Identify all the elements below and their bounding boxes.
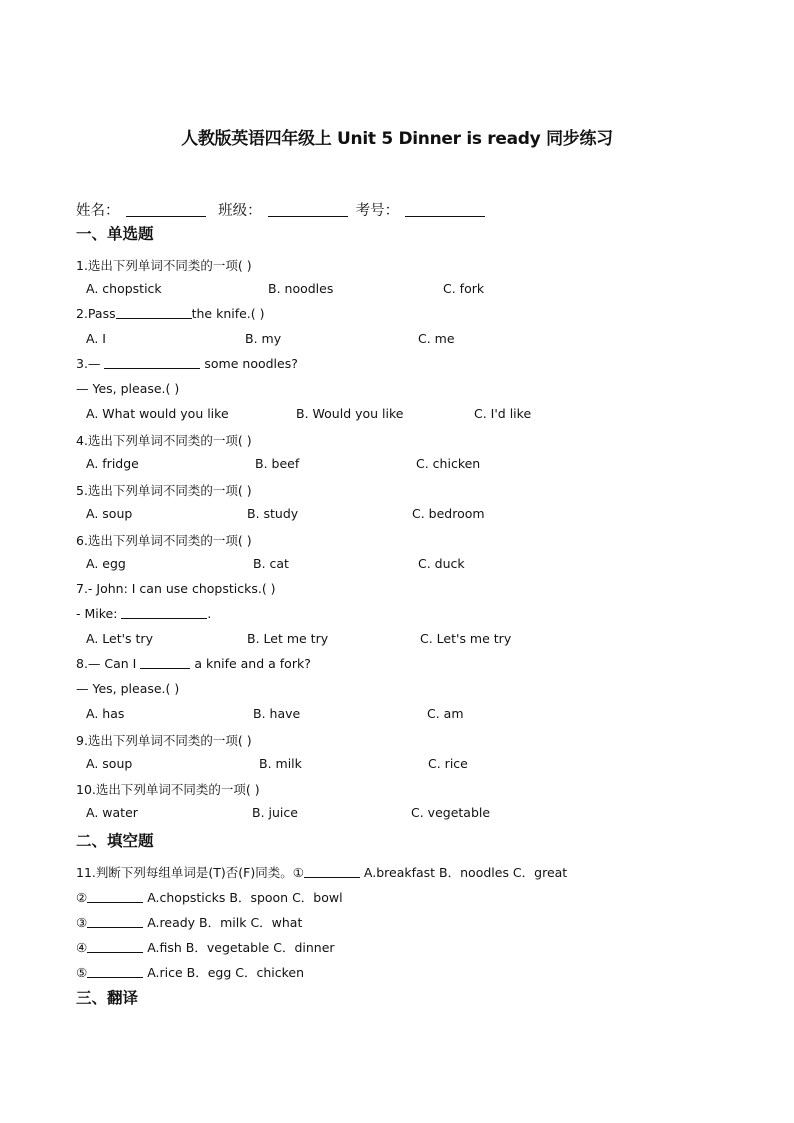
question-3-option-a: A. What would you like xyxy=(86,406,229,421)
question-7-reply-end: . xyxy=(207,606,212,621)
question-10-option-a: A. water xyxy=(86,805,138,820)
question-3-text-before: 3.— xyxy=(76,356,101,371)
question-4-stem: 4.选出下列单词不同类的一项( ) xyxy=(76,433,252,448)
question-9-option-c: C. rice xyxy=(428,756,468,771)
question-11-blank-4 xyxy=(87,940,143,953)
question-11-group-1: A.breakfast B．noodles C．great xyxy=(363,865,568,880)
question-11-intro: 11.判断下列每组单词是(T)否(F)同类。① xyxy=(76,865,304,880)
question-7-option-c: C. Let's me try xyxy=(420,631,512,646)
question-10-option-b: B. juice xyxy=(252,805,298,820)
question-7-reply xyxy=(76,606,211,621)
question-5-stem: 5.选出下列单词不同类的一项( ) xyxy=(76,483,252,498)
question-4-option-a: A. fridge xyxy=(86,456,139,471)
question-8-blank xyxy=(140,656,190,669)
question-3-blank xyxy=(104,356,200,369)
question-8-text-before: 8.— Can I xyxy=(76,656,141,671)
question-7-stem: 7.- John: I can use chopsticks.( ) xyxy=(76,581,276,596)
class-label: 班级： xyxy=(218,203,262,219)
question-6-stem: 6.选出下列单词不同类的一项( ) xyxy=(76,533,252,548)
number-label: 考号： xyxy=(355,203,400,219)
question-11-group-4: A.fish B．vegetable C．dinner xyxy=(147,940,335,955)
question-11-group-2: A.chopsticks B．spoon C．bowl xyxy=(147,890,343,905)
question-10-stem: 10.选出下列单词不同类的一项( ) xyxy=(76,782,260,797)
question-7-option-b: B. Let me try xyxy=(247,631,329,646)
question-6-option-c: C. duck xyxy=(418,556,465,571)
question-2-option-a: A. I xyxy=(86,331,106,346)
question-2-text-after: the knife.( ) xyxy=(191,306,265,321)
question-3-option-c: C. I'd like xyxy=(474,406,532,421)
question-11-line-5 xyxy=(76,963,304,981)
question-7-option-a: A. Let's try xyxy=(86,631,153,646)
section-heading-single-choice: 一、单选题 xyxy=(76,225,154,243)
question-6-option-a: A. egg xyxy=(86,556,126,571)
section-heading-translation: 三、翻译 xyxy=(76,989,139,1007)
number-blank xyxy=(405,202,485,217)
question-6-option-b: B. cat xyxy=(253,556,289,571)
question-8-text-after: a knife and a fork? xyxy=(190,656,311,671)
question-4-option-c: C. chicken xyxy=(416,456,481,471)
question-1-stem: 1.选出下列单词不同类的一项( ) xyxy=(76,258,252,273)
question-11-line-1 xyxy=(76,863,567,881)
question-2-option-b: B. my xyxy=(245,331,282,346)
question-2-option-c: C. me xyxy=(418,331,455,346)
question-5-option-a: A. soup xyxy=(86,506,133,521)
page-title: 人教版英语四年级上 Unit 5 Dinner is ready 同步练习 xyxy=(181,129,613,149)
question-9-option-b: B. milk xyxy=(259,756,302,771)
class-blank xyxy=(268,202,348,217)
question-8-option-c: C. am xyxy=(427,706,464,721)
question-1-option-a: A. chopstick xyxy=(86,281,162,296)
question-8-stem xyxy=(76,656,311,671)
question-5-option-c: C. bedroom xyxy=(412,506,485,521)
question-3-stem xyxy=(76,356,298,371)
question-9-option-a: A. soup xyxy=(86,756,133,771)
question-11-group-3: A.ready B．milk C．what xyxy=(147,915,303,930)
question-11-blank-5 xyxy=(87,965,143,978)
question-11-blank-1 xyxy=(304,865,360,878)
question-11-blank-2 xyxy=(87,890,143,903)
question-7-blank xyxy=(121,606,207,619)
question-11-number-2: ② xyxy=(76,890,88,905)
question-5-option-b: B. study xyxy=(247,506,299,521)
name-label: 姓名： xyxy=(76,203,120,219)
question-1-option-b: B. noodles xyxy=(268,281,334,296)
question-3-reply: — Yes, please.( ) xyxy=(76,381,180,396)
section-heading-fill-in: 二、填空题 xyxy=(76,832,154,850)
question-4-option-b: B. beef xyxy=(255,456,300,471)
question-11-blank-3 xyxy=(87,915,143,928)
student-info-line xyxy=(76,199,493,220)
question-11-number-5: ⑤ xyxy=(76,965,88,980)
question-8-option-a: A. has xyxy=(86,706,125,721)
question-2-blank xyxy=(116,306,192,319)
question-11-line-3 xyxy=(76,913,302,931)
question-7-reply-text: - Mike: xyxy=(76,606,122,621)
question-11-line-4 xyxy=(76,938,335,956)
question-3-text-after: some noodles? xyxy=(200,356,298,371)
question-10-option-c: C. vegetable xyxy=(411,805,491,820)
question-8-reply: — Yes, please.( ) xyxy=(76,681,180,696)
question-2-stem xyxy=(76,306,265,321)
question-3-option-b: B. Would you like xyxy=(296,406,404,421)
name-blank xyxy=(126,202,206,217)
question-1-option-c: C. fork xyxy=(443,281,485,296)
question-11-number-3: ③ xyxy=(76,915,88,930)
question-2-text-before: 2.Pass xyxy=(76,306,116,321)
question-11-line-2 xyxy=(76,888,343,906)
question-8-option-b: B. have xyxy=(253,706,301,721)
question-11-number-4: ④ xyxy=(76,940,88,955)
question-9-stem: 9.选出下列单词不同类的一项( ) xyxy=(76,733,252,748)
question-11-group-5: A.rice B．egg C．chicken xyxy=(147,965,305,980)
